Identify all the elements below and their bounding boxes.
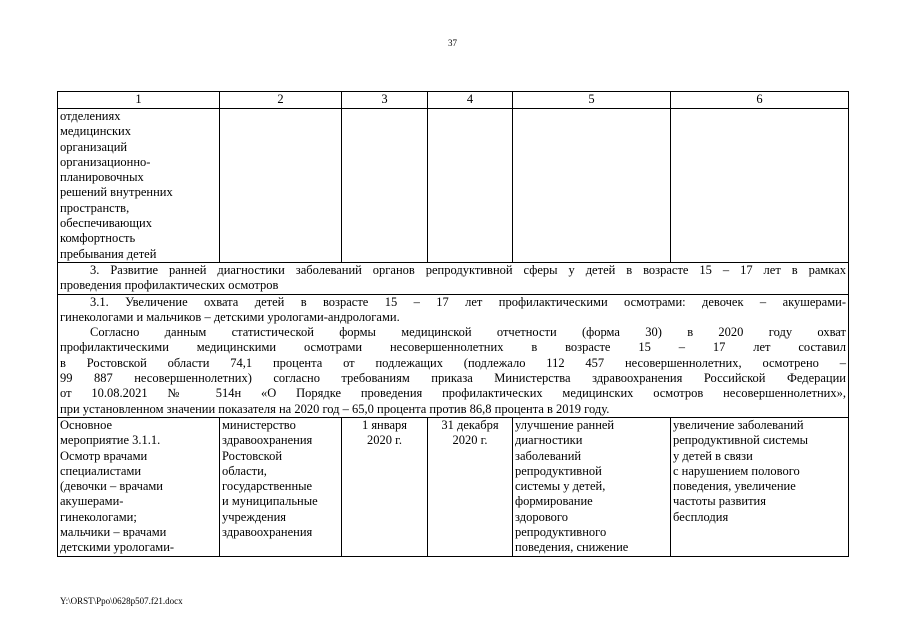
consequences-cell <box>671 417 849 556</box>
cell-line: заболеваний <box>515 448 582 463</box>
section-description <box>58 294 849 417</box>
cell-line: отделениях <box>60 109 121 123</box>
cell-line: диагностики <box>515 433 583 448</box>
cell-line: мероприятие 3.1.1. <box>60 433 161 448</box>
continued-activity-cell <box>58 109 220 263</box>
cell-line: планировочных <box>60 170 144 185</box>
cell-line: улучшение ранней <box>515 417 615 432</box>
column-number: 6 <box>671 92 849 109</box>
empty-cell <box>513 109 671 263</box>
executor-cell <box>220 417 342 556</box>
cell-line: (девочки – врачами <box>60 479 163 494</box>
cell-line: 31 декабря <box>441 417 499 432</box>
empty-cell <box>342 109 428 263</box>
cell-line: министерство <box>222 417 296 432</box>
cell-line: поведения, снижение <box>515 540 629 555</box>
footer-file-path: Y:\ORST\Ppo\0628p507.f21.docx <box>60 596 183 606</box>
column-number: 5 <box>513 92 671 109</box>
paragraph-line: от 10.08.2021 № 514н «О Порядке проведения профилактических медицинских осмотров несовершеннолетних», <box>60 386 846 401</box>
cell-line: у детей в связи <box>673 448 753 463</box>
column-number: 2 <box>220 92 342 109</box>
start-date-cell <box>342 417 428 556</box>
cell-line: Основное <box>60 417 113 432</box>
cell-line: увеличение заболеваний <box>673 417 804 432</box>
cell-line: здравоохранения <box>222 433 313 448</box>
paragraph-line: профилактическими медицинскими осмотрами несовершеннолетних в возрасте 15 – 17 лет составил <box>60 340 846 355</box>
cell-line: и муниципальные <box>222 494 318 509</box>
cell-line: формирование <box>515 494 593 509</box>
expected-result-cell <box>513 417 671 556</box>
page-number: 37 <box>448 38 457 48</box>
continued-row <box>58 109 849 263</box>
activity-row <box>58 417 849 556</box>
cell-line: учреждения <box>222 509 287 524</box>
cell-line: детскими урологами- <box>60 540 175 555</box>
section-title-row <box>58 262 849 294</box>
cell-line: здравоохранения <box>222 525 313 540</box>
cell-line: репродуктивной системы <box>673 433 809 448</box>
paragraph-line: 3.1. Увеличение охвата детей в возрасте 15 – 17 лет профилактическими осмотрами: девочек – акушерами- <box>90 294 846 309</box>
column-number: 4 <box>428 92 513 109</box>
paragraph-line: при установленном значении показателя на 2020 год – 65,0 процента против 86,8 процента в 2019 году. <box>60 401 610 416</box>
cell-line: 1 января <box>361 417 408 432</box>
cell-line: области, <box>222 463 267 478</box>
cell-line: мальчики – врачами <box>60 525 167 540</box>
paragraph-line: 99 887 несовершеннолетних) согласно требованиям приказа Министерства здравоохранения Российской Федерации <box>60 371 846 386</box>
activity-name-cell <box>58 417 220 556</box>
paragraph-line: в Ростовской области 74,1 процента от подлежащих (подлежало 112 457 несовершеннолетних, осмотрено – <box>60 355 846 370</box>
empty-cell <box>220 109 342 263</box>
cell-line: государственные <box>222 479 313 494</box>
column-number: 3 <box>342 92 428 109</box>
end-date-cell <box>428 417 513 556</box>
section-title <box>58 262 849 294</box>
cell-line: 2020 г. <box>452 433 488 448</box>
cell-line: поведения, увеличение <box>673 479 796 494</box>
cell-line: обеспечивающих <box>60 216 152 231</box>
cell-line: с нарушением полового <box>673 463 800 478</box>
cell-line: системы у детей, <box>515 479 606 494</box>
paragraph-line: Согласно данным статистической формы медицинской отчетности (форма 30) в 2020 году охват <box>90 325 846 340</box>
cell-line: пространств, <box>60 200 130 215</box>
empty-cell <box>671 109 849 263</box>
description-row <box>58 294 849 417</box>
cell-line: частоты развития <box>673 494 766 509</box>
cell-line: репродуктивной <box>515 463 602 478</box>
cell-line: гинекологами; <box>60 509 137 524</box>
column-number: 1 <box>58 92 220 109</box>
cell-line: Осмотр врачами <box>60 448 148 463</box>
cell-line: пребывания детей <box>60 246 157 261</box>
cell-line: репродуктивного <box>515 525 607 540</box>
cell-line: решений внутренних <box>60 185 173 200</box>
cell-line: Ростовской <box>222 448 283 463</box>
cell-line: специалистами <box>60 463 142 478</box>
empty-cell <box>428 109 513 263</box>
program-table <box>57 91 849 557</box>
section-title-line: проведения профилактических осмотров <box>60 278 279 293</box>
cell-line: организационно- <box>60 154 151 169</box>
cell-line: акушерами- <box>60 494 124 509</box>
cell-line: комфортность <box>60 231 136 246</box>
cell-line: 2020 г. <box>367 433 402 448</box>
column-number-row <box>58 92 849 109</box>
cell-line: здорового <box>515 509 568 524</box>
cell-line: бесплодия <box>673 509 729 524</box>
cell-line: медицинских <box>60 124 131 139</box>
section-title-line: 3. Развитие ранней диагностики заболеваний органов репродуктивной сферы у детей в возрасте 15 – 17 лет в рамках <box>90 262 846 277</box>
cell-line: организаций <box>60 139 128 154</box>
paragraph-line: гинекологами и мальчиков – детскими урологами-андрологами. <box>60 309 400 324</box>
